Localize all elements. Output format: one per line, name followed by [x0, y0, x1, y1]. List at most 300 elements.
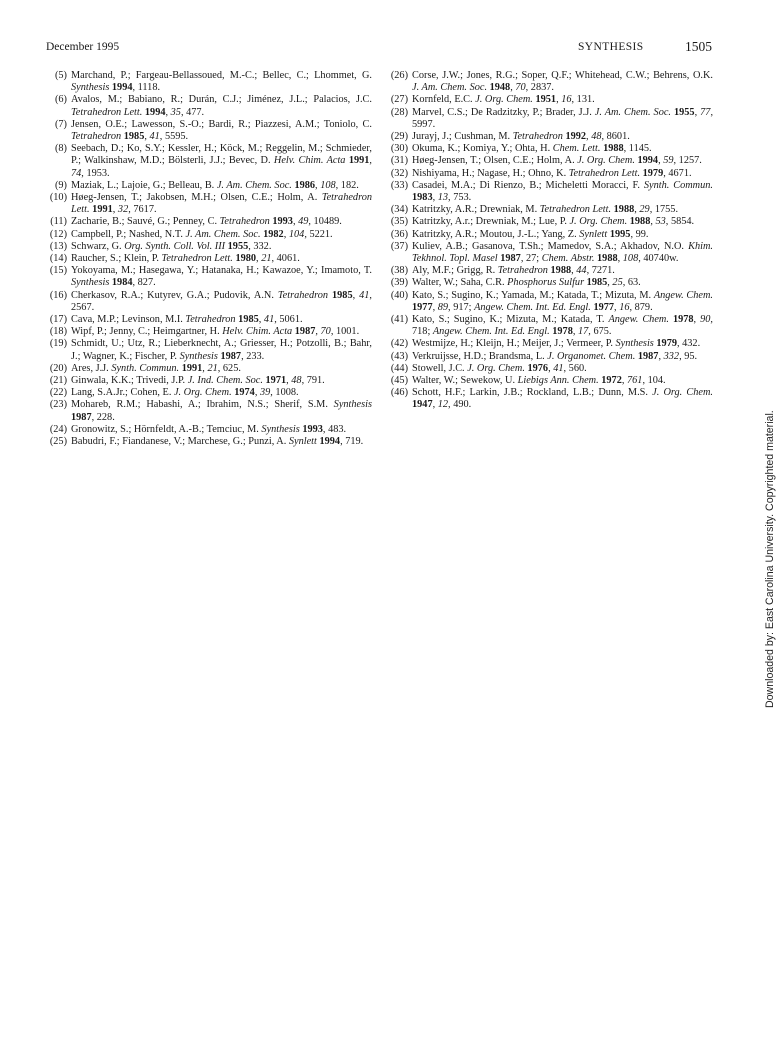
reference-year: 1979 [642, 167, 664, 179]
reference-italic-text: 21 [207, 362, 218, 374]
reference-text: , 1118. [132, 82, 161, 94]
reference-italic-text: 17 [578, 326, 589, 338]
reference-number: (43) [390, 350, 408, 362]
reference-number: (7) [54, 118, 67, 130]
reference-text: , [556, 94, 562, 106]
reference-text: , [650, 216, 656, 228]
reference-item [383, 143, 713, 155]
reference-item [383, 375, 713, 387]
reference-number: (10) [49, 192, 67, 204]
reference-text: Campbell, P.; Nashed, N.T. [71, 228, 186, 240]
reference-text: Katritzky, A.R.; Drewniak, M. [412, 204, 540, 216]
reference-italic-text: 29 [639, 204, 650, 216]
reference-year: 1987 [637, 350, 659, 362]
reference-italic-text: J. Org. Chem. [569, 216, 628, 228]
reference-italic-text: Chem. Abstr. [541, 253, 595, 265]
reference-italic-text: Chem. Lett. [552, 143, 601, 155]
reference-text: Walter, W.; Sewekow, U. [412, 375, 518, 387]
reference-italic-text: 16 [619, 301, 630, 313]
reference-number: (20) [49, 362, 67, 374]
reference-italic-text: 16 [561, 94, 572, 106]
reference-number: (17) [49, 314, 67, 326]
reference-text: , [614, 301, 620, 313]
reference-italic-text: 13 [437, 192, 449, 204]
reference-year: 1972 [601, 375, 622, 387]
reference-italic-text: 761 [627, 375, 643, 387]
reference-year: 1976 [527, 362, 549, 374]
reference-item [42, 424, 372, 436]
reference-year: 1979 [656, 338, 677, 350]
reference-text: , 99. [630, 228, 649, 240]
reference-italic-text: J. Org. Chem. [173, 387, 232, 399]
reference-item [383, 131, 713, 143]
download-watermark: Downloaded by: East Carolina University. Copyrighted material. [764, 410, 776, 708]
reference-italic-text: 70 [320, 326, 331, 338]
reference-text: , 753. [448, 192, 472, 204]
reference-text: Gronowitz, S.; Hörnfeldt, A.-B.; Temciuc, M. [71, 423, 262, 435]
reference-text: Katritzky, A.R.; Moutou, J.-L.; Yang, Z. [412, 228, 580, 240]
reference-year: 1985 [586, 277, 608, 289]
reference-number: (45) [390, 375, 408, 387]
reference-text: , 1008. [270, 387, 299, 399]
reference-item [42, 375, 372, 387]
reference-number: (16) [49, 289, 67, 301]
reference-number: (46) [390, 387, 408, 399]
reference-text: , [286, 375, 292, 387]
reference-text: , 477. [180, 106, 205, 118]
reference-item [42, 399, 372, 423]
reference-item [383, 168, 713, 180]
reference-italic-text: J. Am. Chem. Soc. [412, 82, 488, 94]
reference-italic-text: Synlett [288, 436, 317, 448]
reference-item [42, 314, 372, 326]
reference-year: 1993 [272, 216, 293, 228]
reference-year: 1951 [535, 94, 557, 106]
reference-italic-text: 32 [117, 204, 129, 216]
reference-text: Maziak, L.; Lajoie, G.; Belleau, B. [71, 179, 217, 191]
reference-year: 1948 [489, 82, 511, 94]
reference-year: 1985 [332, 289, 353, 301]
reference-italic-text: 48 [291, 375, 302, 387]
running-header [46, 41, 712, 57]
reference-italic-text: 41 [149, 131, 160, 143]
reference-year: 1988 [613, 204, 635, 216]
reference-text: , [658, 350, 664, 362]
reference-item [42, 363, 372, 375]
reference-text: Casadei, M.A.; Di Rienzo, B.; Micheletti Moracci, F. [412, 179, 644, 191]
reference-text: , 233. [241, 350, 265, 362]
reference-item [42, 94, 372, 118]
reference-text: , [315, 179, 321, 191]
reference-year: 1995 [609, 228, 631, 240]
reference-number: (21) [49, 375, 67, 387]
reference-item [42, 241, 372, 253]
reference-italic-text: Synthesis [179, 350, 218, 362]
reference-year: 1982 [263, 228, 284, 240]
reference-number: (5) [54, 70, 67, 81]
reference-text: Walter, W.; Saha, C.R. [412, 277, 508, 289]
reference-item [42, 326, 372, 338]
reference-text: , 40740w. [638, 253, 679, 265]
reference-number: (25) [49, 436, 67, 448]
reference-item [42, 338, 372, 362]
reference-italic-text: Synthesis [71, 277, 110, 289]
reference-text: Cava, M.P.; Levinson, M.I. [71, 314, 186, 326]
reference-text: , 1145. [623, 143, 652, 155]
reference-year: 1978 [552, 326, 573, 338]
reference-text: , 7271. [586, 265, 615, 277]
reference-italic-text: 108 [622, 253, 639, 265]
reference-number: (13) [49, 240, 67, 252]
reference-italic-text: Phosphorus Sulfur [507, 277, 585, 289]
reference-italic-text: Synthesis [333, 399, 372, 411]
reference-italic-text: J. Org. Chem. [652, 387, 713, 399]
issue-date: December 1995 [46, 41, 120, 53]
reference-italic-text: Tetrahedron [71, 131, 122, 143]
reference-text: , [693, 314, 701, 326]
reference-item [383, 216, 713, 228]
reference-year: 1986 [294, 179, 316, 191]
references-right-column [383, 70, 713, 412]
reference-number: (12) [49, 228, 67, 240]
reference-text: , 490. [448, 399, 472, 411]
reference-italic-text: Angew. Chem. [608, 314, 669, 326]
reference-text: , 27; [520, 253, 542, 265]
reference-text: , [258, 314, 264, 326]
reference-year: 1947 [412, 399, 433, 411]
reference-text: Babudri, F.; Fiandanese, V.; Marchese, G.; Punzi, A. [71, 436, 289, 448]
reference-text: , [112, 204, 118, 216]
reference-italic-text: 41 [553, 362, 564, 374]
reference-text: Schwarz, G. [71, 240, 125, 252]
reference-text: , 560. [563, 362, 587, 374]
reference-italic-text: J. Organomet. Chem. [547, 350, 636, 362]
reference-item [383, 363, 713, 375]
reference-text: Ares, J.J. [71, 362, 112, 374]
reference-italic-text: Tetrahedron [277, 289, 329, 301]
reference-text: , 625. [217, 362, 241, 374]
reference-text: , 182. [335, 179, 359, 191]
reference-text: , 5221. [304, 228, 333, 240]
reference-text: Ginwala, K.K.; Trivedi, J.P. [71, 375, 188, 387]
reference-text: , [292, 216, 299, 228]
reference-text: Katritzky, A.r.; Drewniak, M.; Lue, P. [412, 216, 570, 228]
reference-year: 1994 [144, 106, 166, 118]
reference-text: , [658, 155, 664, 167]
reference-text: , [607, 277, 613, 289]
reference-item [383, 338, 713, 350]
reference-text: , 228. [91, 411, 115, 423]
reference-text: Kato, S.; Sugino, K.; Mizuta, M.; Katada, T. [412, 314, 609, 326]
reference-year: 1988 [550, 265, 572, 277]
reference-italic-text: 59 [663, 155, 674, 167]
reference-text: , 1755. [649, 204, 679, 216]
reference-text: , 483. [322, 423, 347, 435]
reference-item [383, 277, 713, 289]
reference-number: (27) [390, 94, 408, 106]
reference-year: 1991 [181, 362, 203, 374]
reference-italic-text: 41 [263, 314, 275, 326]
reference-item [383, 229, 713, 241]
reference-italic-text: 104 [288, 228, 305, 240]
reference-text: Stowell, J.C. [412, 362, 468, 374]
reference-italic-text: 49 [298, 216, 309, 228]
reference-italic-text: Synth. Commun. [643, 179, 713, 191]
reference-number: (37) [390, 240, 408, 252]
reference-item [383, 387, 713, 411]
reference-text: , 1257. [673, 155, 702, 167]
reference-year: 1994 [111, 82, 133, 94]
reference-italic-text: J. Org. Chem. [577, 155, 635, 167]
reference-text: , 332. [248, 240, 272, 252]
reference-text: Lang, S.A.Jr.; Cohen, E. [71, 387, 174, 399]
reference-italic-text: 12 [437, 399, 449, 411]
reference-italic-text: J. Am. Chem. Soc. [185, 228, 261, 240]
reference-text: , 432. [676, 338, 701, 350]
reference-text: Jensen, O.E.; Lawesson, S.-O.; Bardi, R.; Piazzesi, A.M.; Toniolo, C. [71, 118, 372, 130]
reference-text: , 827. [132, 277, 156, 289]
reference-text: Kornfeld, E.C. [412, 94, 476, 106]
reference-italic-text: 108 [320, 179, 336, 191]
reference-number: (42) [390, 338, 408, 350]
reference-text: Marchand, P.; Fargeau-Bellassoued, M.-C.; Bellec, C.; Lhommet, G. [71, 70, 372, 81]
reference-italic-text: J. Org. Chem. [467, 362, 525, 374]
reference-text: , [352, 289, 360, 301]
reference-year: 1991 [92, 204, 113, 216]
reference-item [383, 351, 713, 363]
reference-text: , [432, 399, 438, 411]
reference-year: 1988 [629, 216, 651, 228]
reference-italic-text: Org. Synth. Coll. Vol. III [124, 240, 226, 252]
reference-number: (28) [390, 106, 408, 118]
reference-number: (23) [49, 399, 67, 411]
reference-text: Jurayj, J.; Cushman, M. [412, 131, 513, 143]
reference-year: 1988 [597, 253, 618, 265]
reference-number: (36) [390, 228, 408, 240]
reference-text: , [283, 228, 289, 240]
reference-italic-text: 39 [259, 387, 271, 399]
reference-text: Schott, H.F.; Larkin, J.B.; Rockland, L.B.; Dunn, M.S. [412, 387, 653, 399]
reference-year: 1971 [265, 375, 287, 387]
page-number: 1505 [685, 39, 712, 54]
reference-italic-text: J. Org. Chem. [475, 94, 533, 106]
reference-text: , [510, 82, 516, 94]
reference-number: (44) [390, 362, 408, 374]
reference-italic-text: Angew. Chem. Int. Ed. Engl. [474, 301, 591, 313]
reference-text: , 791. [301, 375, 325, 387]
references-left-column [42, 70, 372, 448]
reference-text: , 63. [622, 277, 641, 289]
reference-item [383, 107, 713, 131]
reference-text: , 104. [642, 375, 666, 387]
reference-number: (14) [49, 253, 67, 265]
reference-text: , 879. [629, 301, 653, 313]
reference-number: (22) [49, 387, 67, 399]
reference-number: (26) [390, 70, 408, 81]
reference-year: 1977 [593, 301, 615, 313]
reference-text: , 7617. [128, 204, 157, 216]
reference-number: (32) [390, 167, 408, 179]
reference-italic-text: 90 [700, 314, 711, 326]
reference-year: 1977 [412, 301, 433, 313]
reference-text: Avalos, M.; Babiano, R.; Durán, C.J.; Jiménez, J.L.; Palacios, J.C. [71, 94, 372, 106]
reference-year: 1991 [348, 155, 370, 167]
reference-number: (24) [49, 423, 67, 435]
reference-text: , [369, 155, 372, 167]
reference-italic-text: 332 [663, 350, 680, 362]
reference-italic-text: Helv. Chim. Acta [273, 155, 346, 167]
reference-italic-text: Angew. Chem. Int. Ed. Engl. [432, 326, 550, 338]
reference-italic-text: Synlett [579, 228, 608, 240]
journal-name: SYNTHESIS [578, 41, 644, 53]
reference-item [42, 290, 372, 314]
reference-italic-text: Tetrahedron Lett. [568, 167, 641, 179]
reference-text: , [165, 106, 171, 118]
reference-text: , [254, 387, 260, 399]
reference-italic-text: Tetrahedron Lett. [539, 204, 612, 216]
reference-number: (41) [390, 314, 408, 326]
reference-text: Høeg-Jensen, T.; Jakobsen, M.H.; Olsen, C.E.; Holm, A. [71, 192, 322, 204]
reference-text: Corse, J.W.; Jones, R.G.; Soper, Q.F.; Whitehead, C.W.; Behrens, O.K. [412, 70, 713, 81]
reference-item [42, 192, 372, 216]
reference-italic-text: Liebigs Ann. Chem. [517, 375, 599, 387]
reference-text: Verkruijsse, H.D.; Brandsma, L. [412, 350, 548, 362]
reference-number: (11) [50, 216, 67, 228]
reference-number: (8) [54, 143, 67, 155]
reference-text: , [694, 106, 701, 118]
reference-number: (35) [390, 216, 408, 228]
reference-text: , 1953. [81, 167, 110, 179]
reference-item [42, 180, 372, 192]
reference-text: Kuliev, A.B.; Gasanova, T.Sh.; Mamedov, S.A.; Akhadov, N.O. [412, 240, 689, 252]
reference-number: (30) [390, 143, 408, 155]
reference-text: Mohareb, R.M.; Habashi, A.; Ibrahim, N.S.; Sherif, S.M. [71, 399, 334, 411]
reference-year: 1974 [234, 387, 255, 399]
reference-number: (38) [390, 265, 408, 277]
reference-year: 1987 [71, 411, 92, 423]
reference-year: 1984 [111, 277, 133, 289]
reference-number: (39) [390, 277, 408, 289]
reference-text: , [315, 326, 321, 338]
reference-year: 1983 [412, 192, 433, 204]
reference-item [383, 241, 713, 265]
reference-italic-text: 77 [700, 106, 711, 118]
reference-item [42, 216, 372, 228]
reference-text: Marvel, C.S.; De Radzitzky, P.; Brader, J.J. [412, 106, 595, 118]
reference-year: 1987 [500, 253, 521, 265]
reference-italic-text: 44 [576, 265, 587, 277]
reference-text: Okuma, K.; Komiya, Y.; Ohta, H. [412, 143, 553, 155]
reference-italic-text: 25 [612, 277, 623, 289]
reference-year: 1978 [672, 314, 694, 326]
reference-text: Raucher, S.; Klein, P. [71, 253, 162, 265]
reference-italic-text: Synth. Commun. [111, 362, 180, 374]
reference-text: , 4061. [271, 253, 300, 265]
reference-text: , [634, 204, 640, 216]
reference-italic-text: J. Ind. Chem. Soc. [187, 375, 263, 387]
reference-text: , [548, 362, 554, 374]
reference-italic-text: 48 [591, 131, 602, 143]
reference-item [383, 180, 713, 204]
reference-year: 1994 [637, 155, 659, 167]
reference-text: , 5061. [274, 314, 303, 326]
reference-year: 1980 [235, 253, 257, 265]
reference-italic-text: 74 [71, 167, 82, 179]
reference-text: , 1001. [330, 326, 360, 338]
reference-italic-text: Tetrahedron [219, 216, 270, 228]
reference-text: , 917; [448, 301, 475, 313]
reference-item [42, 387, 372, 399]
reference-number: (19) [49, 338, 67, 350]
reference-italic-text: 41 [359, 289, 370, 301]
reference-italic-text: Khim. Tekhnol. Topl. Masel [412, 240, 713, 265]
reference-year: 1994 [319, 436, 341, 448]
reference-year: 1955 [673, 106, 695, 118]
reference-italic-text: Synthesis [71, 82, 110, 94]
reference-item [42, 229, 372, 241]
reference-italic-text: Helv. Chim. Acta [222, 326, 293, 338]
reference-year: 1988 [603, 143, 624, 155]
reference-text: , [432, 192, 438, 204]
reference-text: , [432, 301, 438, 313]
reference-text: Aly, M.F.; Grigg, R. [412, 265, 498, 277]
reference-italic-text: Tetrahedron [185, 314, 236, 326]
reference-number: (18) [49, 326, 67, 338]
reference-text: , 5997. [412, 106, 714, 130]
reference-text: Seebach, D.; Ko, S.Y.; Kessler, H.; Köck, M.; Reggelin, M.; Schmieder, P.; Walkinshaw, M.D.; Bölsterli, J.J.; Bevec, D. [71, 143, 372, 167]
reference-year: 1987 [294, 326, 316, 338]
reference-italic-text: J. Am. Chem. Soc. [216, 179, 292, 191]
reference-text: Yokoyama, M.; Hasegawa, Y.; Hatanaka, H.; Kawazoe, Y.; Imamoto, T. [71, 265, 372, 277]
reference-text: , 5595. [159, 131, 189, 143]
reference-text: , [621, 375, 627, 387]
reference-text: , [256, 253, 262, 265]
reference-italic-text: 35 [170, 106, 181, 118]
reference-year: 1993 [302, 423, 323, 435]
reference-text: , 95. [679, 350, 698, 362]
reference-text: Høeg-Jensen, T.; Olsen, C.E.; Holm, A. [412, 155, 578, 167]
reference-item [383, 314, 713, 338]
reference-text: , 10489. [308, 216, 342, 228]
reference-text: , 8601. [601, 131, 630, 143]
reference-italic-text: Synthesis [261, 423, 300, 435]
reference-italic-text: 70 [515, 82, 526, 94]
reference-italic-text: 89 [437, 301, 449, 313]
reference-text: , [202, 362, 208, 374]
reference-text: , [144, 131, 150, 143]
reference-item [42, 70, 372, 94]
reference-item [383, 265, 713, 277]
reference-text: Wipf, P.; Jenny, C.; Heimgartner, H. [71, 326, 223, 338]
reference-year: 1985 [238, 314, 259, 326]
reference-item [42, 253, 372, 265]
reference-italic-text: J. Am. Chem. Soc. [594, 106, 671, 118]
reference-item [42, 436, 372, 448]
reference-text: , 675. [588, 326, 612, 338]
reference-text: Schmidt, U.; Utz, R.; Lieberknecht, A.; Griesser, H.; Potzolli, B.; Bahr, J.; Wagner, K.; Fischer, P. [71, 338, 372, 362]
reference-item [383, 204, 713, 216]
reference-text: , 718; [412, 314, 713, 338]
reference-text: , [571, 265, 577, 277]
reference-number: (15) [49, 265, 67, 277]
reference-year: 1987 [220, 350, 242, 362]
reference-italic-text: Tetrahedron Lett. [71, 106, 143, 118]
reference-item [383, 155, 713, 167]
reference-year: 1992 [565, 131, 587, 143]
reference-italic-text: Angew. Chem. [653, 289, 714, 301]
reference-number: (40) [390, 289, 408, 301]
reference-text: , [617, 253, 623, 265]
